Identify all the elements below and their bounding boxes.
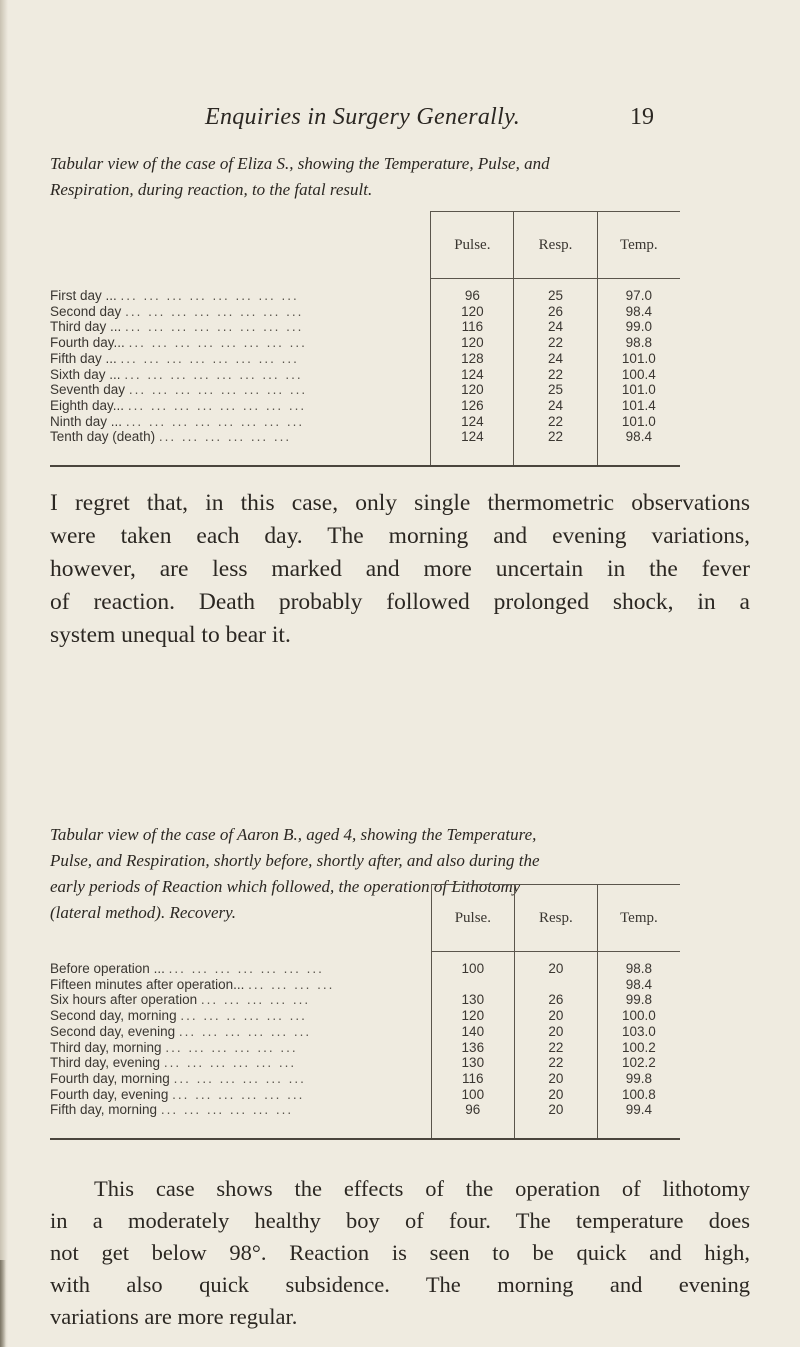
table2-cell-temp: 99.8 <box>597 1071 680 1087</box>
table1-row <box>50 279 680 304</box>
table2-cell-temp: 100.0 <box>597 1008 680 1024</box>
table2-row-label <box>50 1024 431 1040</box>
table1-row <box>50 335 680 351</box>
table1-row-label <box>50 382 431 398</box>
table2-row-label <box>50 977 431 993</box>
table2-cell-pulse: 120 <box>431 1008 514 1024</box>
table1-cell-temp: 101.4 <box>597 398 680 414</box>
table1-cell-temp: 98.4 <box>597 304 680 320</box>
table2-row-leader-dots: ... ... ... ... ... ... <box>173 1070 306 1086</box>
table2-header-temp: Temp. <box>597 885 680 952</box>
table1-label-header <box>50 212 431 279</box>
table2-cell-resp: 20 <box>514 1024 597 1040</box>
table1-row-label <box>50 398 431 414</box>
table1-row-label <box>50 351 431 367</box>
table2-cell-temp: 99.4 <box>597 1102 680 1138</box>
table1-cell-pulse: 96 <box>431 279 514 304</box>
paragraph-line: system unequal to bear it. <box>50 622 291 648</box>
table1-cell-resp: 25 <box>514 382 597 398</box>
table2-row-label <box>50 1040 431 1056</box>
table1-row-label-text: Second day <box>50 303 122 319</box>
table1-row <box>50 382 680 398</box>
table2-cell-pulse: 130 <box>431 1055 514 1071</box>
table1-caption-line: Tabular view of the case of Eliza S., showing the Temperature, Pulse, and <box>50 154 550 173</box>
table1-row-label <box>50 367 431 383</box>
table2-cell-resp: 20 <box>514 1087 597 1103</box>
table2-cell-pulse: 96 <box>431 1102 514 1138</box>
table2-row-label-text: Fifteen minutes after operation... <box>50 976 245 992</box>
table1-cell-resp: 22 <box>514 414 597 430</box>
table2-row-label-text: Before operation ... <box>50 960 165 976</box>
table2-cell-resp: 20 <box>514 1008 597 1024</box>
table1-header-pulse: Pulse. <box>431 212 514 279</box>
table1-row-label <box>50 429 431 465</box>
paragraph-line: of reaction. Death probably followed prolonged shock, in a <box>50 589 750 615</box>
table1-cell-resp: 22 <box>514 429 597 465</box>
table1-row-leader-dots: ... ... ... ... ... ... ... ... <box>125 319 304 335</box>
table2-row-label-text: Six hours after operation <box>50 992 198 1008</box>
page-edge-shadow-lower <box>0 1260 6 1347</box>
table2-cell-pulse: 136 <box>431 1040 514 1056</box>
paragraph-line: I regret that, in this case, only single thermometric observations <box>50 490 750 516</box>
table2-row <box>50 1024 680 1040</box>
table1-cell-pulse: 124 <box>431 367 514 383</box>
table2-row-leader-dots: ... ... ... ... ... ... <box>160 1102 294 1118</box>
table2-row-label <box>50 1102 431 1138</box>
running-title: Enquiries in Surgery Generally. <box>205 104 521 130</box>
table1-row-label <box>50 319 431 335</box>
table1-cell-pulse: 124 <box>431 429 514 465</box>
table1-cell-temp: 97.0 <box>597 279 680 304</box>
table1-header-resp: Resp. <box>514 212 597 279</box>
table1-cell-resp: 22 <box>514 335 597 351</box>
table1-row-label-text: Ninth day ... <box>50 413 123 429</box>
table2-row-leader-dots: ... ... ... ... ... ... <box>172 1086 305 1102</box>
table2-cell-pulse: 130 <box>431 992 514 1008</box>
table2-row-leader-dots: ... ... ... ... ... ... ... <box>168 960 324 976</box>
table1-row-leader-dots: ... ... ... ... ... ... ... ... <box>128 335 307 351</box>
table1-cell-resp: 24 <box>514 319 597 335</box>
table1-header-row <box>50 212 680 279</box>
table1-row-leader-dots: ... ... ... ... ... ... ... ... <box>128 382 308 398</box>
table2-row-label-text: Second day, evening <box>50 1023 176 1039</box>
table1-row-leader-dots: ... ... ... ... ... ... ... ... <box>127 397 307 413</box>
table1-row-leader-dots: ... ... ... ... ... ... ... ... <box>124 366 303 382</box>
table1-cell-pulse: 128 <box>431 351 514 367</box>
table2-cell-temp: 99.8 <box>597 992 680 1008</box>
table2-row <box>50 1055 680 1071</box>
table1 <box>50 211 680 467</box>
table2-row-leader-dots: ... ... .. ... ... ... <box>180 1008 307 1024</box>
table1-cell-pulse: 120 <box>431 382 514 398</box>
table1-row-label <box>50 414 431 430</box>
table2-cell-resp: 22 <box>514 1040 597 1056</box>
table2-cell-resp <box>514 977 597 993</box>
table2-header-row <box>50 885 680 952</box>
table1-row-label <box>50 279 431 304</box>
table1-cell-temp: 98.4 <box>597 429 680 465</box>
table1-row <box>50 398 680 414</box>
table2-row-leader-dots: ... ... ... ... ... ... <box>163 1055 297 1071</box>
table2-cell-temp: 100.8 <box>597 1087 680 1103</box>
table2-cell-pulse: 140 <box>431 1024 514 1040</box>
table1-cell-temp: 99.0 <box>597 319 680 335</box>
table2-row-leader-dots: ... ... ... ... ... ... <box>165 1039 298 1055</box>
table1-row-label-text: Sixth day ... <box>50 366 121 382</box>
table1-row-label-text: Third day ... <box>50 319 122 335</box>
table2-cell-temp: 102.2 <box>597 1055 680 1071</box>
table1-row-label-text: First day ... <box>50 287 117 303</box>
table2-cell-temp: 100.2 <box>597 1040 680 1056</box>
table2-header-resp: Resp. <box>514 885 597 952</box>
table2-row-label <box>50 992 431 1008</box>
table2-cell-temp: 103.0 <box>597 1024 680 1040</box>
table1-cell-pulse: 126 <box>431 398 514 414</box>
table2-row-label <box>50 1087 431 1103</box>
page-edge-shadow <box>0 0 8 1347</box>
table2-cell-resp: 20 <box>514 952 597 977</box>
paragraph-line: were taken each day. The morning and evening variations, <box>50 523 750 549</box>
table2-row <box>50 1071 680 1087</box>
table2-row-leader-dots: ... ... ... ... <box>248 976 335 992</box>
table2-row <box>50 1008 680 1024</box>
table1-row-label <box>50 304 431 320</box>
table1-cell-pulse: 124 <box>431 414 514 430</box>
table1-body <box>50 279 680 466</box>
table2-row-label <box>50 1055 431 1071</box>
paragraph-1 <box>50 487 750 652</box>
table1-cell-resp: 24 <box>514 351 597 367</box>
table1-cell-temp: 101.0 <box>597 382 680 398</box>
table1-row <box>50 414 680 430</box>
table1-row-leader-dots: ... ... ... ... ... ... ... ... <box>125 303 304 319</box>
table1-row-label-text: Tenth day (death) <box>50 429 156 445</box>
paragraph-line: not get below 98°. Reaction is seen to be quick and high, <box>50 1240 750 1265</box>
table1-cell-resp: 25 <box>514 279 597 304</box>
table1-cell-temp: 101.0 <box>597 351 680 367</box>
table1-row-leader-dots: ... ... ... ... ... ... ... ... <box>125 413 305 429</box>
table2-cell-resp: 20 <box>514 1071 597 1087</box>
table2-row-label-text: Second day, morning <box>50 1008 177 1024</box>
table2-cell-temp: 98.4 <box>597 977 680 993</box>
paragraph-line: variations are more regular. <box>50 1304 298 1329</box>
table2-row-label <box>50 1071 431 1087</box>
table1-row-leader-dots: ... ... ... ... ... ... ... ... <box>120 287 299 303</box>
table2-row-label <box>50 1008 431 1024</box>
table1-row <box>50 367 680 383</box>
table2-row-label-text: Fifth day, morning <box>50 1102 158 1118</box>
table2-row <box>50 977 680 993</box>
paragraph-line: This case shows the effects of the operation of lithotomy <box>94 1176 750 1201</box>
table2-row-label <box>50 952 431 977</box>
table2-cell-pulse: 100 <box>431 1087 514 1103</box>
table2-cell-resp: 22 <box>514 1055 597 1071</box>
table1-cell-temp: 98.8 <box>597 335 680 351</box>
table2-body <box>50 952 680 1139</box>
table2-cell-pulse <box>431 977 514 993</box>
table2-row-label-text: Fourth day, evening <box>50 1086 169 1102</box>
table1-row-leader-dots: ... ... ... ... ... ... <box>158 429 292 445</box>
table2-caption-line: Tabular view of the case of Aaron B., aged 4, showing the Temperature, <box>50 825 537 844</box>
page-number: 19 <box>630 104 654 130</box>
paragraph-2 <box>50 1173 750 1333</box>
table2-cell-pulse: 116 <box>431 1071 514 1087</box>
table1-row-label <box>50 335 431 351</box>
table2-rule <box>50 1138 680 1139</box>
table2-row-leader-dots: ... ... ... ... ... ... <box>178 1023 312 1039</box>
table2 <box>50 884 680 1140</box>
table2-cell-resp: 20 <box>514 1102 597 1138</box>
table1-row-label-text: Seventh day <box>50 382 126 398</box>
table1-row-label-text: Fifth day ... <box>50 350 117 366</box>
table1-row-label-text: Eighth day... <box>50 397 125 413</box>
table1-cell-temp: 100.4 <box>597 367 680 383</box>
table1-row <box>50 304 680 320</box>
table1-row-leader-dots: ... ... ... ... ... ... ... ... <box>120 350 299 366</box>
table2-row-label-text: Fourth day, morning <box>50 1070 170 1086</box>
table2-caption-line: early periods of Reaction which followed, the operation of Lithotomy <box>50 877 521 896</box>
table1-row <box>50 319 680 335</box>
table2-cell-temp: 98.8 <box>597 952 680 977</box>
table1-row-label-text: Fourth day... <box>50 335 125 351</box>
table2-caption-line: (lateral method). Recovery. <box>50 903 236 922</box>
table1-row <box>50 351 680 367</box>
table2-row <box>50 952 680 977</box>
table2-caption-line: Pulse, and Respiration, shortly before, shortly after, and also during the <box>50 851 540 870</box>
table2-header-pulse: Pulse. <box>431 885 514 952</box>
table2-row-label-text: Third day, morning <box>50 1039 162 1055</box>
table1-cell-resp: 26 <box>514 304 597 320</box>
table1-caption <box>50 151 750 203</box>
table1-rule <box>50 465 680 466</box>
table2-row <box>50 1087 680 1103</box>
table2-label-header <box>50 885 431 952</box>
table2-cell-resp: 26 <box>514 992 597 1008</box>
table1-cell-pulse: 120 <box>431 304 514 320</box>
table1-cell-resp: 22 <box>514 367 597 383</box>
paragraph-line: however, are less marked and more uncertain in the fever <box>50 556 750 582</box>
table2-row <box>50 1102 680 1138</box>
table1-cell-pulse: 120 <box>431 335 514 351</box>
paragraph-line: with also quick subsidence. The morning and evening <box>50 1272 750 1297</box>
table1-row <box>50 429 680 465</box>
table2-cell-pulse: 100 <box>431 952 514 977</box>
paragraph-line: in a moderately healthy boy of four. The temperature does <box>50 1208 750 1233</box>
table1-cell-pulse: 116 <box>431 319 514 335</box>
table2-row-label-text: Third day, evening <box>50 1055 161 1071</box>
table2-row-leader-dots: ... ... ... ... ... <box>200 992 311 1008</box>
table1-cell-resp: 24 <box>514 398 597 414</box>
table1-caption-line: Respiration, during reaction, to the fatal result. <box>50 180 373 199</box>
table1-cell-temp: 101.0 <box>597 414 680 430</box>
table1-header-temp: Temp. <box>597 212 680 279</box>
table2-row <box>50 1040 680 1056</box>
table2-row <box>50 992 680 1008</box>
running-head <box>0 104 800 134</box>
